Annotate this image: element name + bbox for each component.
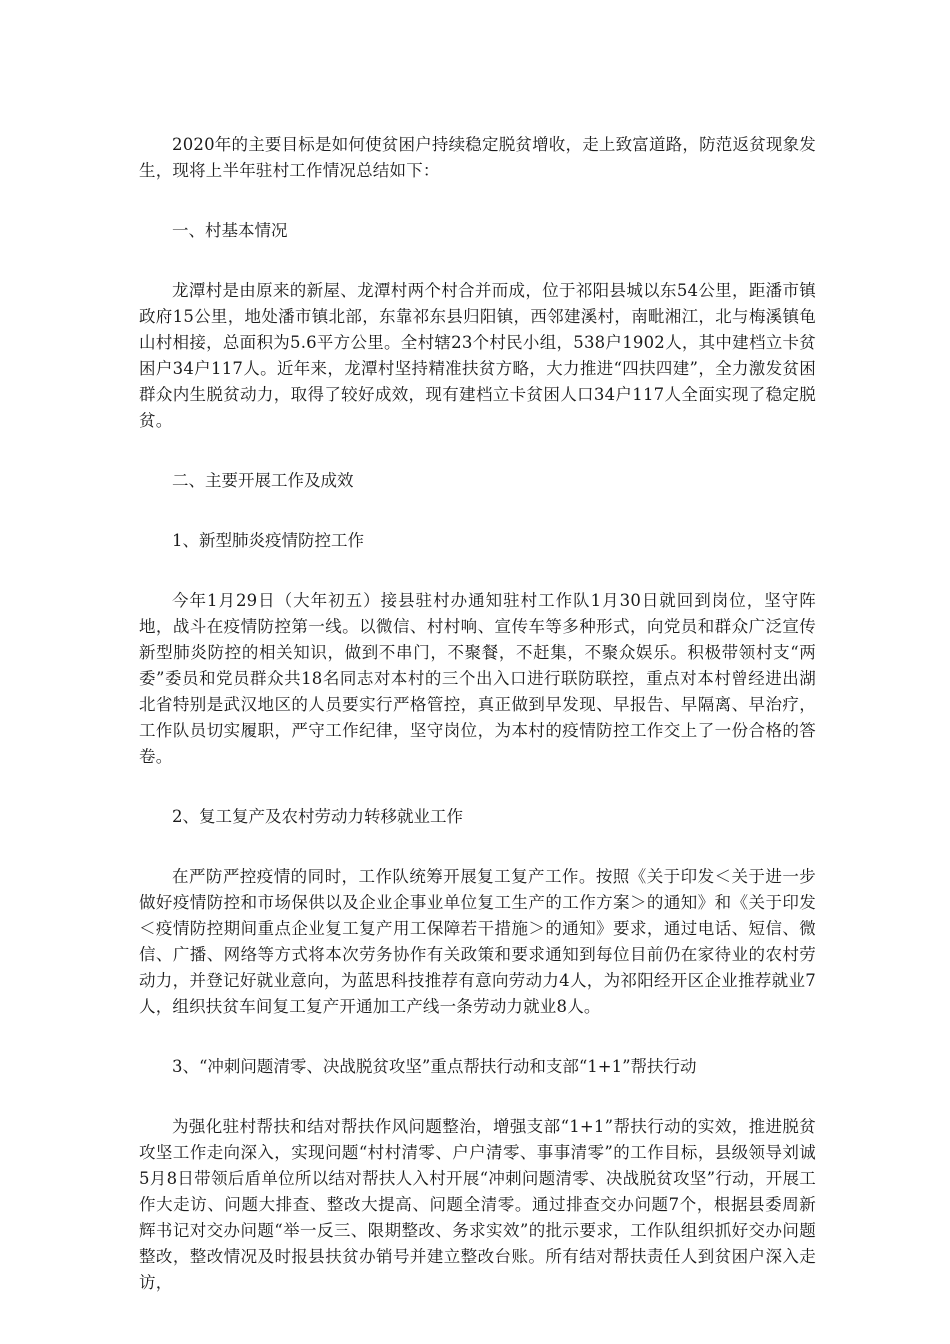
intro-paragraph: 2020年的主要目标是如何使贫困户持续稳定脱贫增收，走上致富道路，防范返贫现象发生，现将上半年驻村工作情况总结如下：	[139, 135, 816, 180]
subheading-resumption-employment: 2、复工复产及农村劳动力转移就业工作	[172, 807, 463, 826]
document-page	[139, 132, 816, 1296]
village-info-paragraph: 龙潭村是由原来的新屋、龙潭村两个村合并而成，位于祁阳县城以东54公里，距潘市镇政府15公里，地处潘市镇北部，东靠祁东县归阳镇，西邻建溪村，南毗湘江，北与梅溪镇龟山村相接，总面积为5.6平方公里。全村辖23个村民小组，538户1902人，其中建档立卡贫困户34户117人。近年来，龙潭村坚持精准扶贫方略，大力推进“四扶四建”，全力激发贫困群众内生脱贫动力，取得了较好成效，现有建档立卡贫困人口34户117人全面实现了稳定脱贫。	[139, 281, 816, 430]
assistance-action-paragraph: 为强化驻村帮扶和结对帮扶作风问题整治，增强支部“1+1”帮扶行动的实效，推进脱贫攻坚工作走向深入，实现问题“村村清零、户户清零、事事清零”的工作目标，县级领导刘诚5月8日带领后盾单位所以结对帮扶人入村开展“冲刺问题清零、决战脱贫攻坚”行动，开展工作大走访、问题大排查、整改大提高、问题全清零。通过排查交办问题7个，根据县委周新辉书记对交办问题“举一反三、限期整改、务求实效”的批示要求，工作队组织抓好交办问题整改，整改情况及时报县扶贫办销号并建立整改台账。所有结对帮扶责任人到贫困户深入走访，	[139, 1117, 816, 1292]
section-heading-main-work: 二、主要开展工作及成效	[172, 471, 354, 490]
resumption-employment-paragraph: 在严防严控疫情的同时，工作队统筹开展复工复产工作。按照《关于印发＜关于进一步做好疫情防控和市场保供以及企业企事业单位复工生产的工作方案＞的通知》和《关于印发＜疫情防控期间重点企业复工复产用工保障若干措施＞的通知》要求，通过电话、短信、微信、广播、网络等方式将本次劳务协作有关政策和要求通知到每位目前仍在家待业的农村劳动力，并登记好就业意向，为蓝思科技推荐有意向劳动力4人，为祁阳经开区企业推荐就业7人，组织扶贫车间复工复产开通加工产线一条劳动力就业8人。	[139, 867, 816, 1016]
subheading-epidemic-control: 1、新型肺炎疫情防控工作	[172, 531, 364, 550]
subheading-assistance-action: 3、“冲刺问题清零、决战脱贫攻坚”重点帮扶行动和支部“1+1”帮扶行动	[172, 1057, 697, 1076]
section-heading-village-info: 一、村基本情况	[172, 221, 288, 240]
epidemic-control-paragraph: 今年1月29日（大年初五）接县驻村办通知驻村工作队1月30日就回到岗位，坚守阵地，战斗在疫情防控第一线。以微信、村村响、宣传车等多种形式，向党员和群众广泛宣传新型肺炎防控的相关知识，做到不串门，不聚餐，不赶集，不聚众娱乐。积极带领村支“两委”委员和党员群众共18名同志对本村的三个出入口进行联防联控，重点对本村曾经进出湖北省特别是武汉地区的人员要实行严格管控，真正做到早发现、早报告、早隔离、早治疗，工作队员切实履职，严守工作纪律，坚守岗位，为本村的疫情防控工作交上了一份合格的答卷。	[139, 591, 816, 766]
